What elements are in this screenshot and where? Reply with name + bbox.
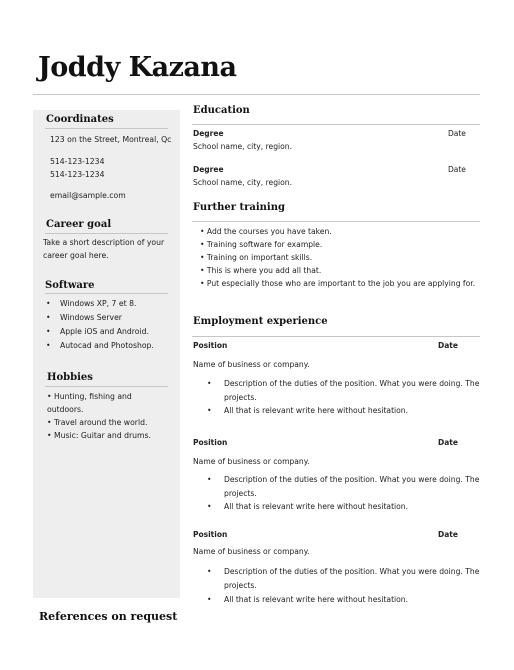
duty-item: • All that is relevant write here without hesitation. — [207, 404, 487, 418]
coordinates-divider — [45, 128, 168, 129]
phone-text: 514-123-1234 — [50, 170, 105, 179]
bullet-icon: • — [207, 406, 212, 415]
training-item: • Training on important skills. — [200, 253, 313, 262]
list-item — [46, 311, 122, 324]
software-item: Autocad and Photoshop. — [60, 341, 154, 350]
employment-heading: Employment experience — [193, 316, 328, 327]
bullet-icon: • — [207, 567, 212, 576]
bullet-icon: • — [207, 475, 212, 484]
training-item: • Add the courses you have taken. — [200, 227, 332, 236]
training-item: • This is where you add all that. — [200, 266, 322, 275]
list-item — [46, 325, 149, 338]
software-item: Apple iOS and Android. — [60, 327, 149, 336]
business-text: Name of business or company. — [193, 547, 310, 556]
references-note: References on request — [39, 610, 178, 623]
education-heading: Education — [193, 105, 250, 116]
career-goal-text: career goal here. — [43, 251, 109, 260]
education-divider — [192, 124, 480, 125]
sidebar — [33, 110, 180, 598]
bullet-icon: • — [207, 502, 212, 511]
duty-item: • Description of the duties of the position. What you were doing. The projects. — [207, 379, 480, 402]
resume-name: Joddy Kazana — [38, 52, 237, 83]
employment-divider — [192, 336, 480, 337]
position-label: Position — [193, 438, 228, 447]
list-item — [46, 339, 154, 352]
career-goal-text: Take a short description of your — [43, 238, 165, 247]
bullet-icon: • — [46, 341, 51, 350]
training-divider — [192, 221, 480, 222]
hobbies-divider — [45, 386, 168, 387]
position-label: Position — [193, 530, 228, 539]
software-item: Windows XP, 7 et 8. — [60, 299, 137, 308]
career-goal-divider — [45, 233, 168, 234]
training-item: • Training software for example. — [200, 240, 323, 249]
date-label: Date — [448, 129, 466, 138]
coordinates-heading: Coordinates — [46, 114, 114, 125]
date-label: Date — [438, 341, 458, 350]
bullet-icon: • — [46, 299, 51, 308]
hobbies-text: • Travel around the world. — [47, 418, 148, 427]
school-text: School name, city, region. — [193, 142, 293, 151]
bullet-icon: • — [207, 595, 212, 604]
degree-label: Degree — [193, 165, 224, 174]
hobbies-heading: Hobbies — [47, 372, 93, 383]
training-item: • Put especially those who are important to the job you are applying for. — [200, 279, 476, 288]
business-text: Name of business or company. — [193, 457, 310, 466]
duty-item: • Description of the duties of the position. What you were doing. The projects. — [207, 475, 480, 498]
email-text: email@sample.com — [50, 191, 126, 200]
software-heading: Software — [45, 280, 95, 291]
business-text: Name of business or company. — [193, 360, 310, 369]
bullet-icon: • — [207, 379, 212, 388]
position-label: Position — [193, 341, 228, 350]
duty-item: • All that is relevant write here without hesitation. — [207, 500, 487, 514]
school-text: School name, city, region. — [193, 178, 293, 187]
date-label: Date — [448, 165, 466, 174]
duty-item: • All that is relevant write here without hesitation. — [207, 593, 487, 607]
address-text: 123 on the Street, Montreal, Qc — [50, 135, 172, 144]
degree-label: Degree — [193, 129, 224, 138]
bullet-icon: • — [46, 313, 51, 322]
duty-item: • Description of the duties of the position. What you were doing. The projects. — [207, 567, 480, 590]
hobbies-text: • Music: Guitar and drums. — [47, 431, 151, 440]
bullet-icon: • — [46, 327, 51, 336]
software-divider — [45, 293, 168, 294]
header-divider — [33, 94, 480, 95]
software-item: Windows Server — [60, 313, 122, 322]
career-goal-heading: Career goal — [46, 219, 112, 230]
date-label: Date — [438, 438, 458, 447]
hobbies-text: outdoors. — [47, 405, 84, 414]
hobbies-text: • Hunting, fishing and — [47, 392, 132, 401]
date-label: Date — [438, 530, 458, 539]
training-heading: Further training — [193, 202, 285, 213]
list-item — [46, 297, 136, 310]
phone-text: 514-123-1234 — [50, 157, 105, 166]
